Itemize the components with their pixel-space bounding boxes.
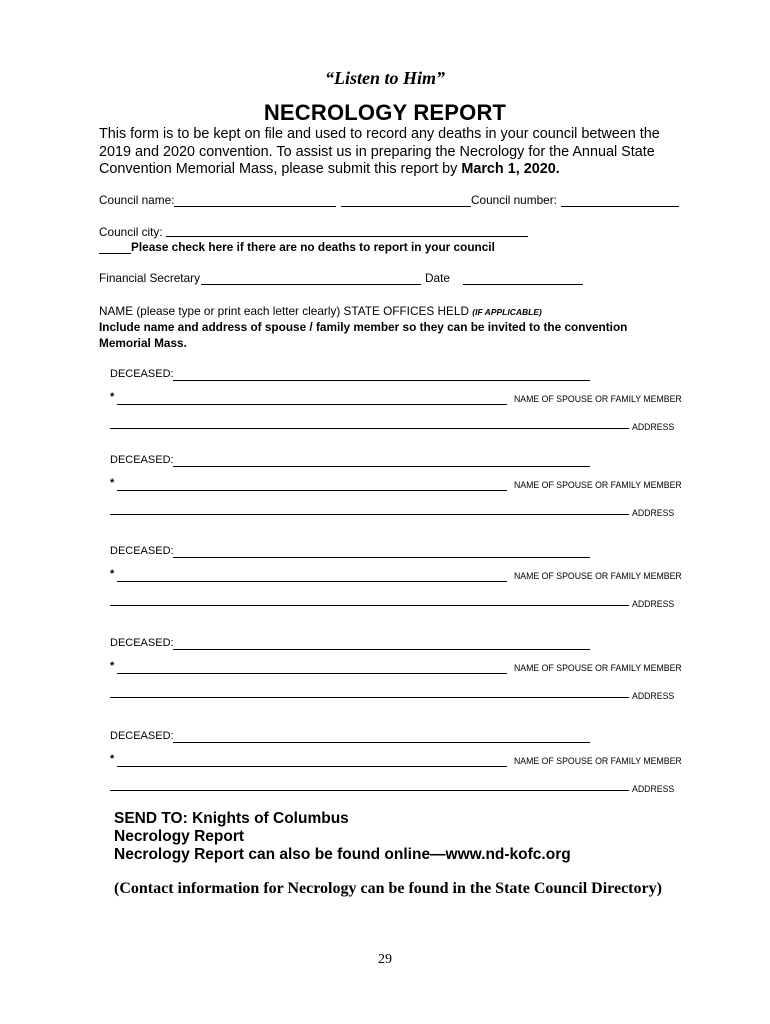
address-label: ADDRESS: [632, 599, 675, 610]
address-line[interactable]: [110, 514, 629, 515]
asterisk-mark: *: [110, 391, 115, 403]
address-label: ADDRESS: [632, 422, 675, 433]
spouse-line[interactable]: [117, 490, 507, 491]
council-number-line[interactable]: [561, 206, 679, 207]
page-title: NECROLOGY REPORT: [263, 100, 507, 125]
address-label: ADDRESS: [632, 508, 675, 519]
spouse-line[interactable]: [117, 673, 507, 674]
deceased-label: DECEASED:: [110, 637, 174, 649]
send-to-line-3: Necrology Report can also be found online—www.nd-kofc.org: [114, 846, 571, 863]
address-line[interactable]: [110, 790, 629, 791]
financial-secretary-label: Financial Secretary: [99, 271, 200, 285]
spouse-label: NAME OF SPOUSE OR FAMILY MEMBER: [514, 663, 682, 674]
page-number: 29: [378, 952, 392, 967]
address-line[interactable]: [110, 428, 629, 429]
instructions-line-2: Include name and address of spouse / family member so they can be invited to the convention: [99, 320, 628, 334]
date-label: Date: [425, 271, 450, 285]
deceased-line[interactable]: [173, 649, 590, 650]
address-label: ADDRESS: [632, 784, 675, 795]
instructions-line-1: [99, 304, 542, 318]
deceased-line[interactable]: [173, 742, 590, 743]
intro-text: This form is to be kept on file and used to record any deaths in your council between the 2019 and 2020 convention. To assist us in preparing the Necrology for the Annual State Convention Memorial Mass, please submit this report by: [99, 126, 660, 177]
deadline-text: March 1, 2020.: [461, 161, 560, 177]
spouse-line[interactable]: [117, 766, 507, 767]
date-line[interactable]: [463, 284, 583, 285]
no-deaths-label: Please check here if there are no deaths to report in your council: [131, 240, 495, 254]
address-label: ADDRESS: [632, 691, 675, 702]
deceased-line[interactable]: [173, 466, 590, 467]
address-line[interactable]: [110, 697, 629, 698]
deceased-label: DECEASED:: [110, 454, 174, 466]
address-line[interactable]: [110, 605, 629, 606]
instructions-line-3: Memorial Mass.: [99, 336, 187, 350]
spouse-label: NAME OF SPOUSE OR FAMILY MEMBER: [514, 394, 682, 405]
send-to-line-1: SEND TO: Knights of Columbus: [114, 810, 349, 827]
contact-note: (Contact information for Necrology can be found in the State Council Directory): [114, 880, 662, 897]
send-to-line-2: Necrology Report: [114, 828, 245, 845]
spouse-line[interactable]: [117, 404, 507, 405]
council-name-line-1[interactable]: [174, 206, 336, 207]
spouse-label: NAME OF SPOUSE OR FAMILY MEMBER: [514, 756, 682, 767]
council-number-label: Council number:: [471, 193, 557, 207]
deceased-line[interactable]: [173, 380, 590, 381]
spouse-label: NAME OF SPOUSE OR FAMILY MEMBER: [514, 571, 682, 582]
council-city-label: Council city:: [99, 225, 163, 239]
asterisk-mark: *: [110, 477, 115, 489]
financial-secretary-line[interactable]: [201, 284, 421, 285]
council-name-label: Council name:: [99, 193, 175, 207]
deceased-line[interactable]: [173, 557, 590, 558]
deceased-label: DECEASED:: [110, 730, 174, 742]
asterisk-mark: *: [110, 660, 115, 672]
deceased-label: DECEASED:: [110, 545, 174, 557]
deceased-label: DECEASED:: [110, 368, 174, 380]
instructions-note: (IF APPLICABLE): [472, 307, 542, 317]
spouse-label: NAME OF SPOUSE OR FAMILY MEMBER: [514, 480, 682, 491]
asterisk-mark: *: [110, 753, 115, 765]
tagline: “Listen to Him”: [324, 68, 445, 88]
council-name-line-2[interactable]: [341, 206, 471, 207]
asterisk-mark: *: [110, 568, 115, 580]
council-city-line[interactable]: [166, 236, 528, 237]
spouse-line[interactable]: [117, 581, 507, 582]
intro-paragraph: [99, 126, 689, 179]
instructions-text-1: NAME (please type or print each letter clearly) STATE OFFICES HELD: [99, 304, 469, 318]
no-deaths-checkbox-line[interactable]: [99, 253, 131, 254]
